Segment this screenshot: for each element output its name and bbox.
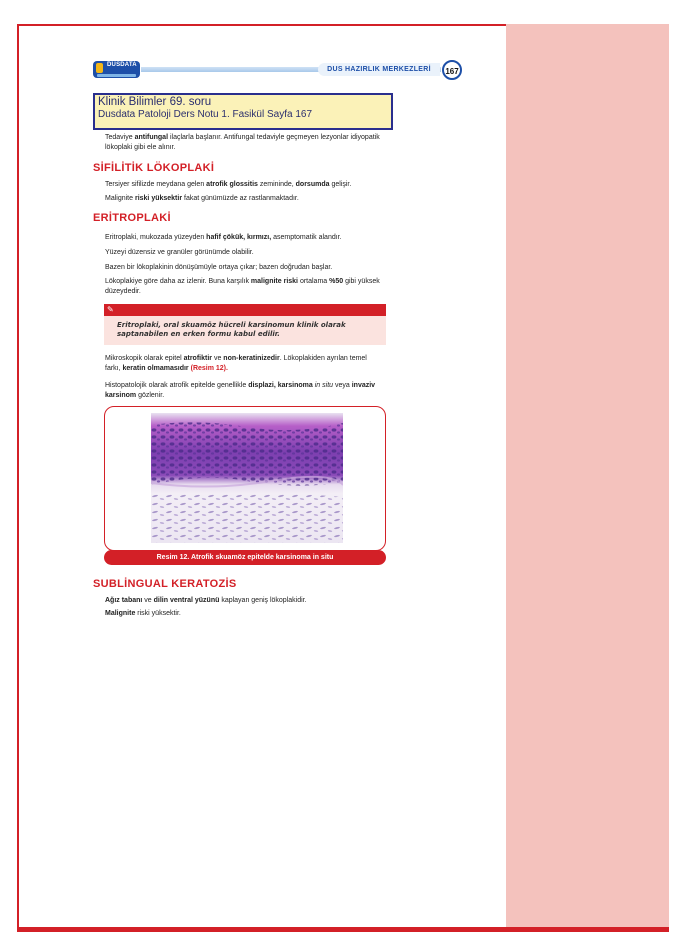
eritroplaki-paragraph-6-cont: karsinom gözlenir. <box>105 392 165 399</box>
histology-micrograph <box>151 413 343 543</box>
section-title-sublingual: SUBLİNGUAL KERATOZİS <box>93 578 237 590</box>
logo-underline <box>97 74 136 77</box>
eritroplaki-paragraph-6: Histopatolojik olarak atrofik epitelde genellikle displazi, karsinoma in situ veya invaziv <box>105 382 376 389</box>
callout-text: Eritroplaki, oral skuamöz hücreli karsinomun klinik olarak saptanabilen en erken formu kabul edilir. <box>117 321 346 338</box>
eritroplaki-paragraph-5-cont: farkı, keratin olmamasıdır (Resim 12). <box>105 365 228 372</box>
eritroplaki-paragraph-3: Bazen bir lökoplakinin dönüşümüyle ortaya çıkar; bazen doğrudan başlar. <box>105 264 333 271</box>
note-source: Dusdata Patoloji Ders Notu 1. Fasikül Sayfa 167 <box>98 109 312 120</box>
header-label: DUS HAZIRLIK MERKEZLERİ <box>318 63 440 76</box>
callout-header <box>104 304 386 316</box>
intro-line-3: lökoplaki gibi ele alınır. <box>105 144 176 151</box>
intro-line-2: Tedaviye antifungal ilaçlarla başlanır. Antifungal tedaviyle geçmeyen lezyonlar idiyopatik <box>105 134 380 141</box>
eritroplaki-paragraph-4: Lökoplakiye göre daha az izlenir. Buna karşılık malignite riski ortalama %50 gibi yüksek <box>105 278 380 285</box>
figure-caption: Resim 12. Atrofik skuamöz epitelde karsinoma in situ <box>104 550 386 565</box>
logo-text: DUSDATA <box>107 62 137 68</box>
section-title-sifilitik: SİFİLİTİK LÖKOPLAKİ <box>93 162 215 174</box>
section-title-eritroplaki: ERİTROPLAKİ <box>93 212 171 224</box>
dusdata-logo <box>93 61 140 78</box>
page-number: 167 <box>442 60 462 80</box>
logo-mark <box>96 63 103 73</box>
eritroplaki-paragraph-5: Mikroskopik olarak epitel atrofiktir ve non-keratinizedir. Lökoplakiden ayrılan temel <box>105 355 367 362</box>
side-panel <box>506 24 669 927</box>
eritroplaki-paragraph-1: Eritroplaki, mukozada yüzeyden hafif çökük, kırmızı, asemptomatik alandır. <box>105 234 342 241</box>
eritroplaki-paragraph-2: Yüzeyi düzensiz ve granüler görünümde olabilir. <box>105 249 254 256</box>
sifilitik-paragraph-1: Tersiyer sifilizde meydana gelen atrofik glossitis zemininde, dorsumda gelişir. <box>105 181 352 188</box>
sublingual-paragraph-2: Malignite riski yüksektir. <box>105 610 181 617</box>
eritroplaki-paragraph-4-cont: düzeydedir. <box>105 288 141 295</box>
sifilitik-paragraph-2: Malignite riski yüksektir fakat günümüzde az rastlanmaktadır. <box>105 195 299 202</box>
question-note <box>93 93 393 130</box>
pencil-icon: ✎ <box>107 305 114 314</box>
sublingual-paragraph-1: Ağız tabanı ve dilin ventral yüzünü kaplayan geniş lökoplakidir. <box>105 597 307 604</box>
note-title: Klinik Bilimler 69. soru <box>98 96 212 108</box>
